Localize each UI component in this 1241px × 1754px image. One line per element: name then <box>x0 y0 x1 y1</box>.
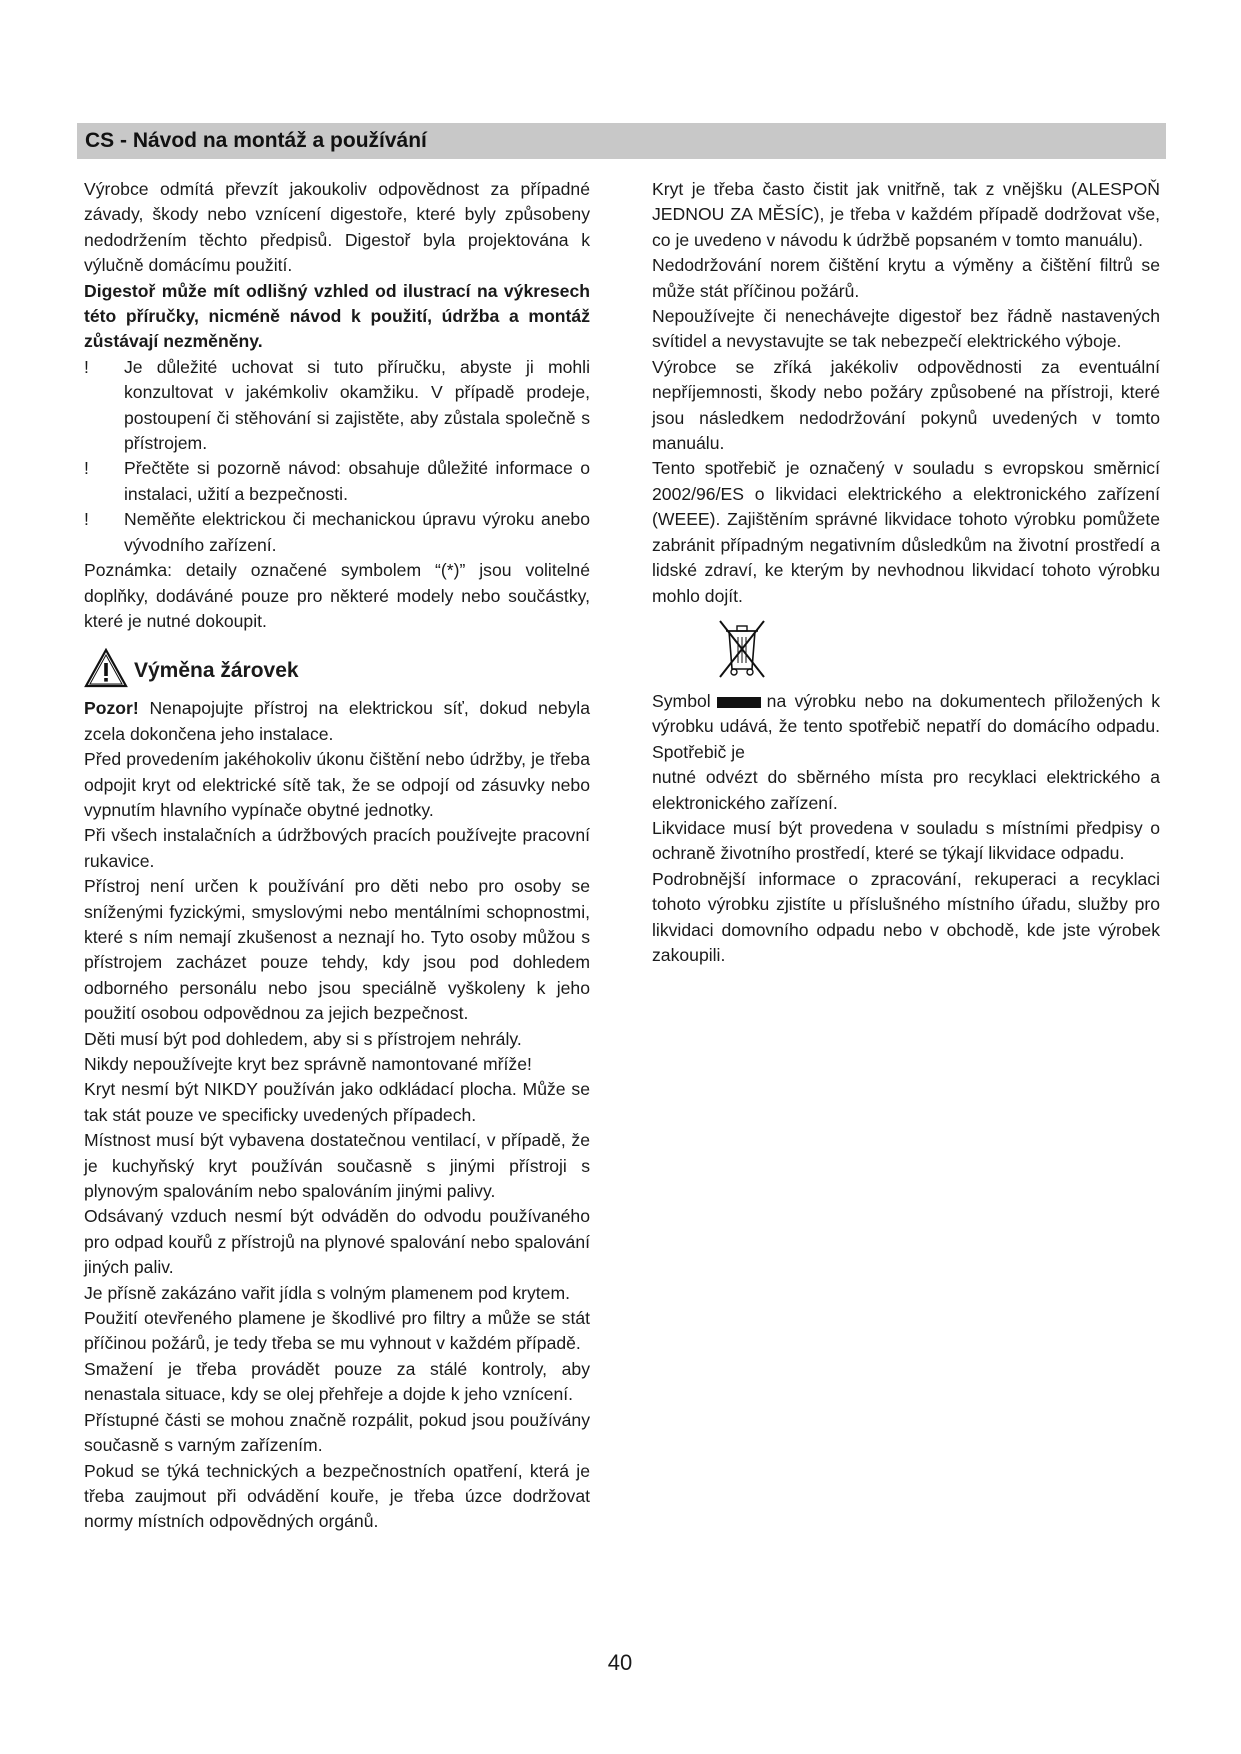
body-paragraph: Místnost musí být vybavena dostatečnou ventilací, v případě, že je kuchyňský kryt používán současně s jinými přístroji s plynovým spalováním nebo spalováním jinými palivy. <box>84 1130 590 1202</box>
bullet-text: Neměňte elektrickou či mechanickou úpravu výroku anebo vývodního zařízení. <box>124 509 590 555</box>
intro-paragraph: Výrobce odmítá převzít jakoukoliv odpovědnost za případné závady, škody nebo vznícení digestoře, které byly způsobeny nedodržením těchto předpisů. Digestoř byla projektována k výlučně domácímu použití. <box>84 179 590 276</box>
bullet-text: Přečtěte si pozorně návod: obsahuje důležité informace o instalaci, užití a bezpečnosti. <box>124 458 590 504</box>
right-column <box>652 177 1160 968</box>
body-paragraph: Nedodržování norem čištění krytu a výměny a čištění filtrů se může stát příčinou požárů. <box>652 255 1160 301</box>
body-paragraph: Kryt je třeba často čistit jak vnitřně, tak z vnějšku (ALESPOŇ JEDNOU ZA MĚSÍC), je třeba v každém případě dodržovat vše, co je uvedeno v návodu k údržbě popsaném v tomto manuálu). <box>652 179 1160 250</box>
body-paragraph: Přístupné části se mohou značně rozpálit, pokud jsou používány současně s varným zařízením. <box>84 1409 590 1456</box>
bullet-text: Je důležité uchovat si tuto příručku, abyste ji mohli konzultovat v jakémkoliv okamžiku. V případě prodeje, postoupení či stěhování si zajistěte, aby zůstala společně s přístrojem. <box>124 356 590 454</box>
body-paragraph: Odsávaný vzduch nesmí být odváděn do odvodu používaného pro odpad kouřů z přístrojů na plynové spalování nebo spalování jiných paliv. <box>84 1206 590 1278</box>
body-paragraph: Nepoužívejte či nenechávejte digestoř bez řádně nastavených svítidel a nevystavujte se tak nebezpečí elektrického výboje. <box>652 306 1160 352</box>
body-paragraph: Před provedením jakéhokoliv úkonu čištění nebo údržby, je třeba odpojit kryt od elektrické sítě tak, že se odpojí od zásuvky nebo vypnutím hlavního vypínače obytné jednotky. <box>84 749 590 820</box>
caution-text: Nenapojujte přístroj na elektrickou síť, dokud nebyla zcela dokončena jeho instalace. <box>84 698 590 744</box>
body-paragraph: Je přísně zakázáno vařit jídla s volným plamenem pod krytem. <box>84 1282 570 1303</box>
section-header-bar <box>77 123 1166 159</box>
body-paragraph: Likvidace musí být provedena v souladu s místními předpisy o ochraně životního prostředí, které se týkají likvidace odpadu. <box>652 817 1160 864</box>
body-paragraph: Výrobce se zříká jakékoliv odpovědnosti za eventuální nepříjemnosti, škody nebo požáry způsobené na přístroji, které jsou následkem nedodržování pokynů uvedených v tomto manuálu. <box>652 356 1160 454</box>
bullet-item <box>84 507 590 558</box>
body-paragraph: Při všech instalačních a údržbových pracích používejte pracovní rukavice. <box>84 825 590 871</box>
body-paragraph: Smažení je třeba provádět pouze za stálé kontroly, aby nenastala situace, kdy se olej přehřeje a dojde k jeho vznícení. <box>84 1358 590 1405</box>
page-number: 40 <box>607 1650 633 1675</box>
bullet-item <box>84 456 590 507</box>
black-bar-symbol-icon <box>717 697 761 708</box>
body-paragraph: Děti musí být pod dohledem, aby si s přístrojem nehrály. <box>84 1028 522 1049</box>
body-paragraph: nutné odvézt do sběrného místa pro recyklaci elektrického a elektronického zařízení. <box>652 767 1160 813</box>
body-paragraph: Podrobnější informace o zpracování, rekuperaci a recyklaci tohoto výrobku zjistíte u příslušného místního úřadu, služby pro likvidaci domovního odpadu nebo v obchodě, kde jste výrobek zakoupili. <box>652 868 1160 965</box>
caution-paragraph <box>84 696 590 747</box>
body-paragraph: Kryt nesmí být NIKDY používán jako odkládací plocha. Může se tak stát pouze ve specificky uvedených případech. <box>84 1079 590 1125</box>
bullet-mark: ! <box>84 458 89 479</box>
body-paragraph: Tento spotřebič je označený v souladu s evropskou směrnicí 2002/96/ES o likvidaci elektrického a elektronického zařízení (WEEE). Zajištěním správné likvidace tohoto výrobku pomůžete zabránit případným negativním důsledkům na životní prostředí a lidské zdraví, ke kterým by nevhodnou likvidací tohoto výrobku mohlo dojít. <box>652 458 1160 606</box>
symbol-paragraph <box>652 689 1160 765</box>
page-title: CS - Návod na montáž a používání <box>85 129 427 152</box>
section-title: Výměna žárovek <box>134 659 299 683</box>
section-heading <box>84 648 590 696</box>
bold-note: Digestoř může mít odlišný vzhled od ilustrací na výkresech této příručky, nicméně návod k použití, údržba a montáž zůstávají nezměněny. <box>84 280 590 352</box>
left-column <box>84 177 590 1535</box>
bullet-item <box>84 355 590 457</box>
bullet-mark: ! <box>84 509 89 530</box>
warning-triangle-icon <box>84 648 128 688</box>
body-paragraph: Použití otevřeného plamene je škodlivé pro filtry a může se stát příčinou požárů, je tedy třeba se mu vyhnout v každém případě. <box>84 1308 590 1354</box>
bullet-mark: ! <box>84 356 89 377</box>
symbol-word: Symbol <box>652 690 711 711</box>
caution-label: Pozor! <box>84 698 139 719</box>
body-paragraph: Pokud se týká technických a bezpečnostních opatření, která je třeba zaujmout při odvádění kouře, je třeba úzce dodržovat normy místních odpovědných orgánů. <box>84 1460 590 1532</box>
crossed-out-bin-icon <box>716 617 768 681</box>
symbol-text: na výrobku nebo na dokumentech přiložených k výrobku udává, že tento spotřebič nepatří do domácího odpadu. Spotřebič je <box>652 690 1160 762</box>
body-paragraph: Nikdy nepoužívejte kryt bez správně namontované mříže! <box>84 1054 532 1074</box>
note-paragraph: Poznámka: detaily označené symbolem “(*)” jsou volitelné doplňky, dodáváné pouze pro některé modely nebo součástky, které je nutné dokoupit. <box>84 560 590 631</box>
body-paragraph: Přístroj není určen k používání pro děti nebo pro osoby se sníženými fyzickými, smyslovými nebo mentálními schopnostmi, které s ním nemají zkušenost a neznají ho. Tyto osoby můžou s přístrojem zacházet pouze tehdy, kdy jsou pod dohledem odborného personálu nebo jsou speciálně vyškoleny k jeho použití osobou odpovědnou za jejich bezpečnost. <box>84 876 590 1024</box>
